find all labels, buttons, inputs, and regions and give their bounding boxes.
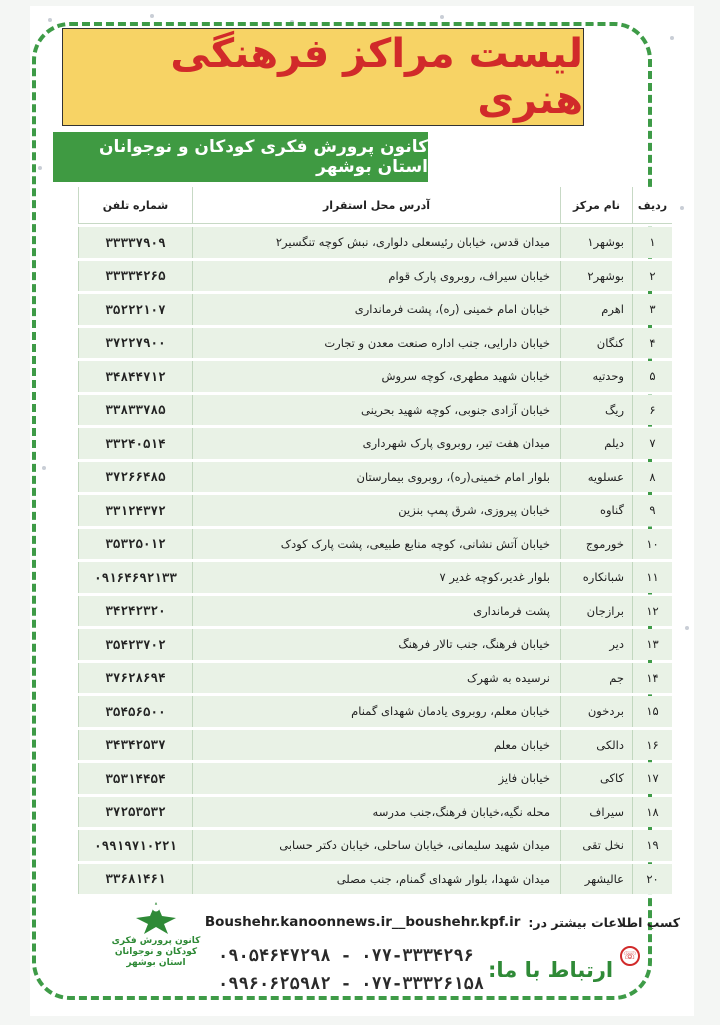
table-header-row [78,187,672,224]
row-radif: ۱۴ [632,663,672,694]
row-radif: ۵ [632,361,672,392]
header-address: آدرس محل استقرار [192,187,560,224]
row-radif: ۱۳ [632,629,672,660]
row-name: شبانکاره [560,562,632,593]
row-address: خیابان شهید مطهری، کوچه سروش [192,361,560,392]
title-box [62,28,584,126]
logo-text-2: کودکان و نوجوانان [114,947,198,957]
table-row [78,495,672,526]
row-radif: ۱۶ [632,730,672,761]
row-phone: ۳۳۳۳۴۲۶۵ [78,261,192,292]
table-row [78,663,672,694]
row-address: پشت فرمانداری [192,596,560,627]
row-radif: ۱۵ [632,696,672,727]
row-address: نرسیده به شهرک [192,663,560,694]
table-row [78,462,672,493]
contact-line-1: ۰۹۰۵۴۶۴۷۲۹۸ - ۰۷۷-۳۳۳۴۲۹۶ [218,946,474,966]
row-name: دیر [560,629,632,660]
centers-table [78,184,672,897]
row-phone: ۳۵۴۲۳۷۰۲ [78,629,192,660]
header-name: نام مرکز [560,187,632,224]
row-address: خیابان فایز [192,763,560,794]
snow-dot [440,15,444,19]
row-name: بوشهر۲ [560,261,632,292]
row-address: خیابان فرهنگ، جنب تالار فرهنگ [192,629,560,660]
row-radif: ۴ [632,328,672,359]
info-url[interactable]: Boushehr.kanoonnews.ir__boushehr.kpf.ir [204,914,521,930]
table-row [78,529,672,560]
row-radif: ۳ [632,294,672,325]
row-address: میدان قدس، خیابان رئیسعلی دلواری، نبش کوچه تنگسیر۲ [192,227,560,258]
row-name: اهرم [560,294,632,325]
table-row [78,797,672,828]
row-name: عالیشهر [560,864,632,895]
snow-dot [680,206,684,210]
row-address: بلوار امام خمینی(ره)، روبروی بیمارستان [192,462,560,493]
snow-dot [48,18,52,22]
table-row [78,730,672,761]
row-radif: ۲۰ [632,864,672,895]
row-radif: ۱ [632,227,672,258]
row-phone: ۳۵۴۵۶۵۰۰ [78,696,192,727]
row-name: کنگان [560,328,632,359]
table-row [78,227,672,258]
row-name: وحدتیه [560,361,632,392]
row-phone: ۳۵۳۱۴۴۵۴ [78,763,192,794]
row-phone: ۳۴۲۴۲۳۲۰ [78,596,192,627]
row-address: بلوار غدیر،کوچه غدیر ۷ [192,562,560,593]
row-phone: ۳۴۸۴۴۷۱۲ [78,361,192,392]
row-phone: ۳۳۲۴۰۵۱۴ [78,428,192,459]
table-row [78,596,672,627]
row-phone: ۳۵۲۲۲۱۰۷ [78,294,192,325]
row-name: دیلم [560,428,632,459]
table-row [78,428,672,459]
row-name: بوشهر۱ [560,227,632,258]
row-name: کاکی [560,763,632,794]
table-row [78,361,672,392]
snow-dot [150,14,154,18]
row-phone: ۳۳۸۳۳۷۸۵ [78,395,192,426]
more-info-line [150,911,680,933]
row-radif: ۸ [632,462,672,493]
subtitle: کانون پرورش فکری کودکان و نوجوانان استان بوشهر [98,137,428,177]
row-phone: ۳۵۳۲۵۰۱۲ [78,529,192,560]
row-address: خیابان معلم [192,730,560,761]
table-row [78,395,672,426]
snow-dot [670,36,674,40]
row-address: خیابان امام خمینی (ره)، پشت فرمانداری [192,294,560,325]
row-name: ریگ [560,395,632,426]
row-address: خیابان آتش نشانی، کوچه منابع طبیعی، پشت پارک کودک [192,529,560,560]
logo-text-1: کانون پرورش فکری [111,936,201,946]
contact-label: ارتباط با ما: [488,958,614,982]
row-phone: ۳۷۲۶۶۴۸۵ [78,462,192,493]
row-radif: ۶ [632,395,672,426]
row-radif: ۱۷ [632,763,672,794]
row-phone: ۳۷۲۲۷۹۰۰ [78,328,192,359]
table-row [78,261,672,292]
kanoon-logo [108,898,204,994]
row-phone: ۳۷۶۲۸۶۹۴ [78,663,192,694]
row-address: خیابان سیراف، روبروی پارک قوام [192,261,560,292]
row-address: محله نگیه،خیابان فرهنگ،جنب مدرسه [192,797,560,828]
contact-line-2: ۰۹۹۶۰۶۲۵۹۸۲ - ۰۷۷-۳۳۳۲۶۱۵۸ [218,974,485,994]
table-row [78,294,672,325]
row-address: خیابان معلم، روبروی یادمان شهدای گمنام [192,696,560,727]
info-label: کسب اطلاعات بیشتر در: [528,914,680,930]
snow-dot [685,626,689,630]
row-name: جم [560,663,632,694]
page-title: لیست مراکز فرهنگی هنری [170,31,583,123]
row-address: میدان شهدا، بلوار شهدای گمنام، جنب مصلی [192,864,560,895]
row-address: خیابان پیروزی، شرق پمپ بنزین [192,495,560,526]
table-row [78,763,672,794]
row-radif: ۱۲ [632,596,672,627]
row-name: نخل تقی [560,830,632,861]
table-row [78,562,672,593]
table-row [78,830,672,861]
row-name: گناوه [560,495,632,526]
table-row [78,328,672,359]
row-address: میدان شهید سلیمانی، خیابان ساحلی، خیابان دکتر حسابی [192,830,560,861]
phone-icon: ☏ [620,946,640,966]
header-radif: ردیف [632,187,672,224]
row-name: سیراف [560,797,632,828]
table-row [78,864,672,895]
row-radif: ۷ [632,428,672,459]
row-radif: ۲ [632,261,672,292]
table-row [78,629,672,660]
row-name: عسلویه [560,462,632,493]
row-radif: ۱۹ [632,830,672,861]
row-name: برازجان [560,596,632,627]
logo-text-3: استان بوشهر [126,958,186,968]
row-name: بردخون [560,696,632,727]
table-row [78,696,672,727]
kanoon-logo-icon [132,898,180,936]
row-address: خیابان دارایی، جنب اداره صنعت معدن و تجارت [192,328,560,359]
subtitle-bar [53,132,428,182]
row-address: میدان هفت تیر، روبروی پارک شهرداری [192,428,560,459]
row-phone: ۳۷۲۵۳۵۳۲ [78,797,192,828]
row-address: خیابان آزادی جنوبی، کوچه شهید بحرینی [192,395,560,426]
row-name: دالکی [560,730,632,761]
row-phone: ۰۹۹۱۹۷۱۰۲۲۱ [78,830,192,861]
row-phone: ۰۹۱۶۴۶۹۲۱۳۳ [78,562,192,593]
row-phone: ۳۴۳۴۲۵۳۷ [78,730,192,761]
row-name: خورموج [560,529,632,560]
row-radif: ۱۸ [632,797,672,828]
row-phone: ۳۳۳۳۷۹۰۹ [78,227,192,258]
row-radif: ۱۰ [632,529,672,560]
row-phone: ۳۳۶۸۱۴۶۱ [78,864,192,895]
row-radif: ۹ [632,495,672,526]
header-phone: شماره تلفن [78,187,192,224]
row-phone: ۳۳۱۲۴۳۷۲ [78,495,192,526]
row-radif: ۱۱ [632,562,672,593]
